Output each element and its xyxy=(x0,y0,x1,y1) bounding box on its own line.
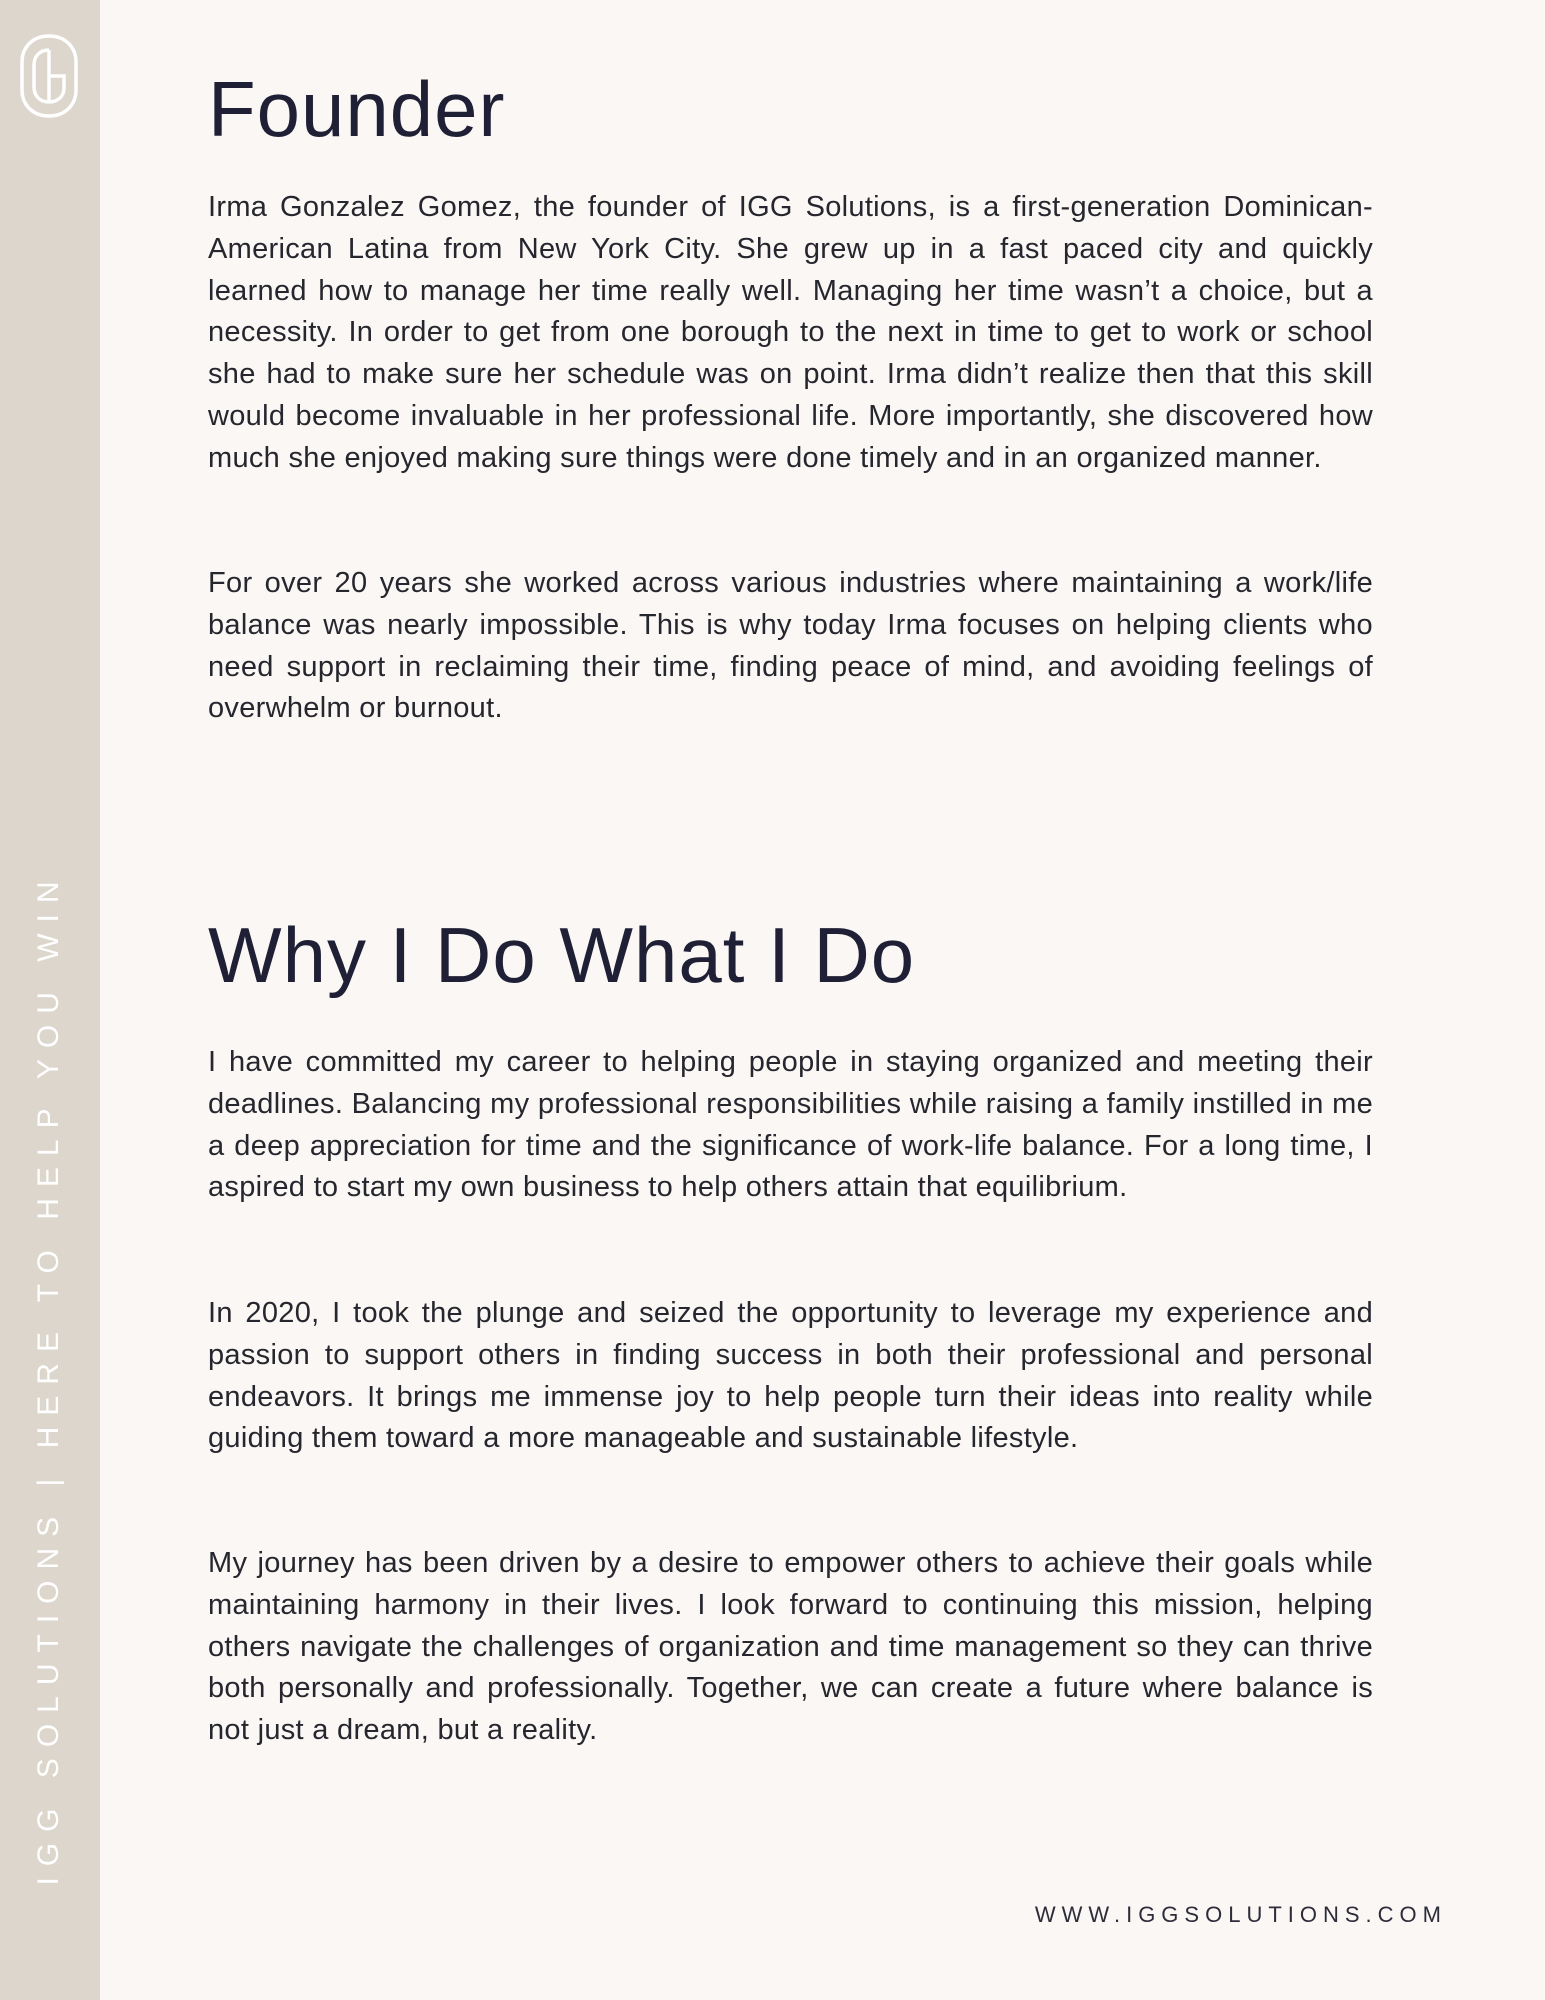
sidebar xyxy=(0,0,100,2000)
founder-paragraph-2: For over 20 years she worked across various industries where maintaining a work/life balance was nearly impossible. This is why today Irma focuses on helping clients who need support in reclaiming their time, finding peace of mind, and avoiding feelings of overwhelm or burnout. xyxy=(208,567,1373,725)
sidebar-tagline: IGG SOLUTIONS | HERE TO HELP YOU WIN xyxy=(32,870,65,1886)
founder-paragraph-1: Irma Gonzalez Gomez, the founder of IGG Solutions, is a first-generation Dominican-American Latina from New York City. She grew up in a fast paced city and quickly learned how to manage her time really well. Managing her time wasn’t a choice, but a necessity. In order to get from one borough to the next in time to get to work or school she had to make sure her schedule was on point. Irma didn’t realize then that this skill would become invaluable in her professional life. More importantly, she discovered how much she enjoyed making sure things were done timely and in an organized manner. xyxy=(208,191,1373,474)
why-heading: Why I Do What I Do xyxy=(208,911,916,999)
igg-monogram-icon xyxy=(18,32,80,120)
website-url: WWW.IGGSOLUTIONS.COM xyxy=(1034,1902,1447,1927)
why-paragraph-1: I have committed my career to helping people in staying organized and meeting their deadlines. Balancing my professional responsibilities while raising a family instilled in me a deep appreciation for time and the significance of work-life balance. For a long time, I aspired to start my own business to help others attain that equilibrium. xyxy=(208,1046,1373,1204)
why-paragraph-3: My journey has been driven by a desire to empower others to achieve their goals while maintaining harmony in their lives. I look forward to continuing this mission, helping others navigate the challenges of organization and time management so they can thrive both personally and professionally. Together, we can create a future where balance is not just a dream, but a reality. xyxy=(208,1547,1373,1747)
founder-heading: Founder xyxy=(208,65,506,153)
why-paragraph-2: In 2020, I took the plunge and seized the opportunity to leverage my experience and passion to support others in finding success in both their professional and personal endeavors. It brings me immense joy to help people turn their ideas into reality while guiding them toward a more manageable and sustainable lifestyle. xyxy=(208,1297,1373,1455)
